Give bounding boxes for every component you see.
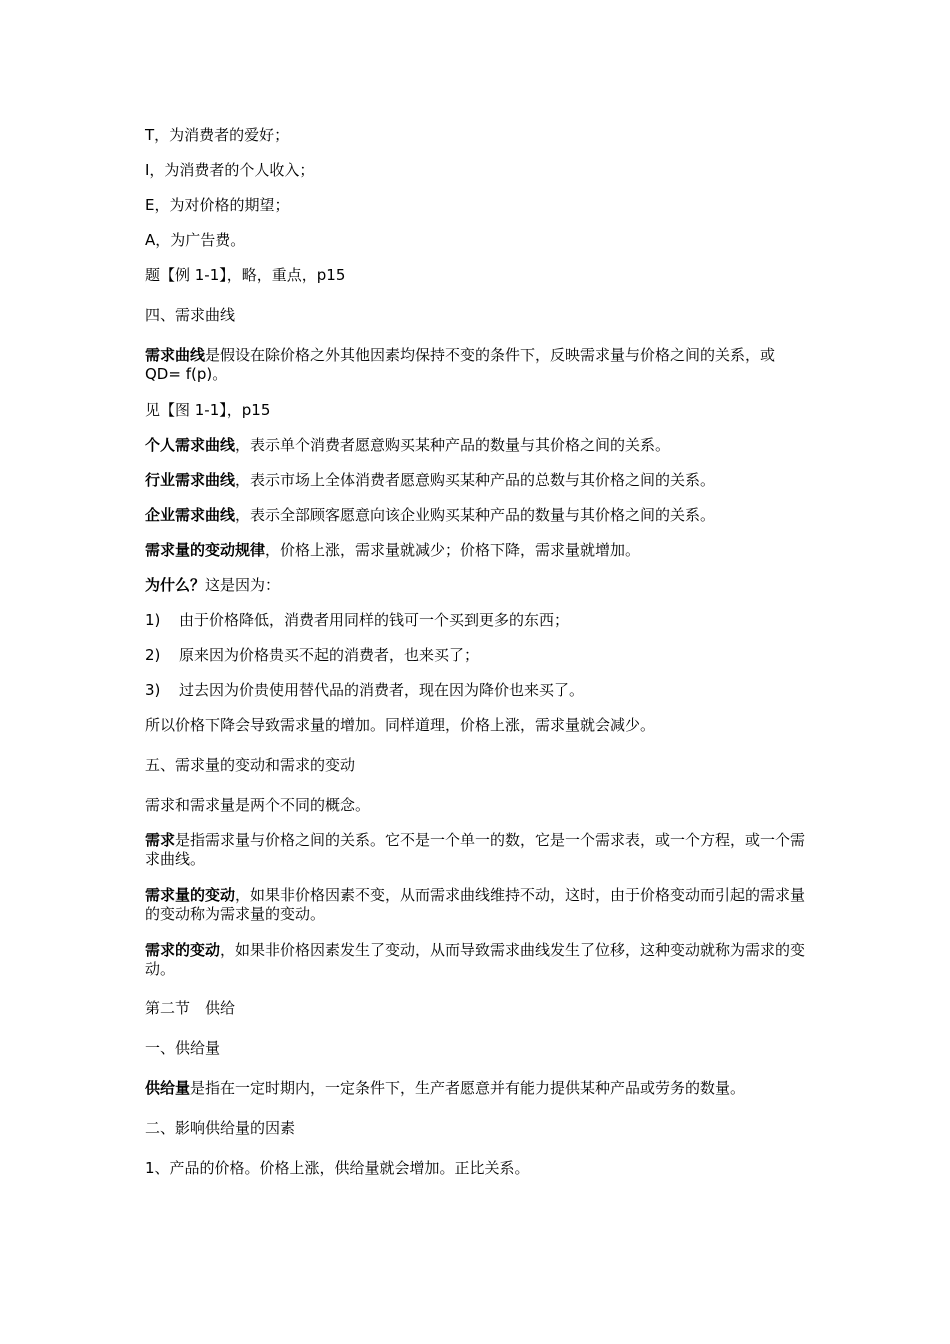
paragraph-industry-curve bbox=[145, 471, 810, 490]
text: 一、供给量 bbox=[145, 1039, 221, 1057]
list-number: 1) bbox=[145, 611, 161, 629]
list-number: 3) bbox=[145, 681, 161, 699]
bold-term: 企业需求曲线 bbox=[145, 506, 236, 524]
bold-term: 需求 bbox=[145, 831, 176, 849]
paragraph-figure-ref bbox=[145, 401, 810, 420]
text: A，为广告费。 bbox=[145, 231, 246, 249]
text: ，表示市场上全体消费者愿意购买某种产品的总数与其价格之间的关系。 bbox=[235, 471, 716, 489]
heading-supply-factors bbox=[145, 1119, 810, 1138]
paragraph-demand-change bbox=[145, 941, 810, 979]
paragraph-concepts-differ bbox=[145, 796, 810, 815]
heading-quantity-vs-demand-change bbox=[145, 756, 810, 775]
paragraph-supply-def bbox=[145, 1079, 810, 1098]
paragraph-quantity-change bbox=[145, 886, 810, 924]
bold-term: 需求量的变动规律 bbox=[145, 541, 266, 559]
text: 需求和需求量是两个不同的概念。 bbox=[145, 796, 371, 814]
paragraph-taste bbox=[145, 126, 810, 145]
bold-term: 需求量的变动 bbox=[145, 886, 236, 904]
text: ，如果非价格因素不变，从而需求曲线维持不动，这时，由于价格变动而引起的需求量的变动称为需求量的变动。 bbox=[145, 886, 806, 923]
text: ，表示全部顾客愿意向该企业购买某种产品的数量与其价格之间的关系。 bbox=[235, 506, 716, 524]
list-item-reason-1 bbox=[145, 611, 810, 630]
list-item-reason-3 bbox=[145, 681, 810, 700]
text: T，为消费者的爱好； bbox=[145, 126, 290, 144]
text: ，如果非价格因素发生了变动，从而导致需求曲线发生了位移，这种变动就称为需求的变动。 bbox=[145, 941, 806, 978]
bold-term: 为什么？ bbox=[145, 576, 206, 594]
bold-term: 供给量 bbox=[145, 1079, 191, 1097]
heading-section-supply bbox=[145, 999, 810, 1018]
paragraph-firm-curve bbox=[145, 506, 810, 525]
text: 是指需求量与价格之间的关系。它不是一个单一的数，它是一个需求表，或一个方程，或一个需求曲线。 bbox=[145, 831, 806, 868]
heading-supply-quantity bbox=[145, 1039, 810, 1058]
bold-term: 需求的变动 bbox=[145, 941, 221, 959]
text: ，表示单个消费者愿意购买某种产品的数量与其价格之间的关系。 bbox=[235, 436, 671, 454]
paragraph-demand-law bbox=[145, 541, 810, 560]
text: 由于价格降低，消费者用同样的钱可一个买到更多的东西； bbox=[179, 611, 570, 629]
text: 这是因为： bbox=[205, 576, 281, 594]
text: 原来因为价格贵买不起的消费者，也来买了； bbox=[179, 646, 480, 664]
list-number: 2) bbox=[145, 646, 161, 664]
bold-term: 个人需求曲线 bbox=[145, 436, 236, 454]
paragraph-conclusion bbox=[145, 716, 810, 735]
heading-demand-curve bbox=[145, 306, 810, 325]
text: 题【例 1-1】，略，重点，p15 bbox=[145, 266, 346, 284]
text: I，为消费者的个人收入； bbox=[145, 161, 315, 179]
text: 四、需求曲线 bbox=[145, 306, 236, 324]
paragraph-advertising bbox=[145, 231, 810, 250]
text: 是指在一定时期内，一定条件下，生产者愿意并有能力提供某种产品或劳务的数量。 bbox=[190, 1079, 746, 1097]
text: 过去因为价贵使用替代品的消费者，现在因为降价也来买了。 bbox=[179, 681, 585, 699]
paragraph-demand-def bbox=[145, 831, 810, 869]
text: 五、需求量的变动和需求的变动 bbox=[145, 756, 356, 774]
paragraph-expectation bbox=[145, 196, 810, 215]
bold-term: 需求曲线 bbox=[145, 346, 206, 364]
text: 所以价格下降会导致需求量的增加。同样道理，价格上涨，需求量就会减少。 bbox=[145, 716, 656, 734]
text: E，为对价格的期望； bbox=[145, 196, 290, 214]
text: 见【图 1-1】，p15 bbox=[145, 401, 271, 419]
list-item-reason-2 bbox=[145, 646, 810, 665]
text: 是假设在除价格之外其他因素均保持不变的条件下，反映需求量与价格之间的关系，或 QD= f(p)。 bbox=[145, 346, 776, 383]
bold-term: 行业需求曲线 bbox=[145, 471, 236, 489]
paragraph-demand-curve-def bbox=[145, 346, 810, 384]
text: 1、产品的价格。价格上涨，供给量就会增加。正比关系。 bbox=[145, 1159, 530, 1177]
text: 第二节 供给 bbox=[145, 999, 236, 1017]
text: ，价格上涨，需求量就减少；价格下降，需求量就增加。 bbox=[265, 541, 641, 559]
paragraph-why bbox=[145, 576, 810, 595]
paragraph-income bbox=[145, 161, 810, 180]
paragraph-example-ref bbox=[145, 266, 810, 285]
text: 二、影响供给量的因素 bbox=[145, 1119, 296, 1137]
paragraph-factor-price bbox=[145, 1159, 810, 1178]
paragraph-personal-curve bbox=[145, 436, 810, 455]
